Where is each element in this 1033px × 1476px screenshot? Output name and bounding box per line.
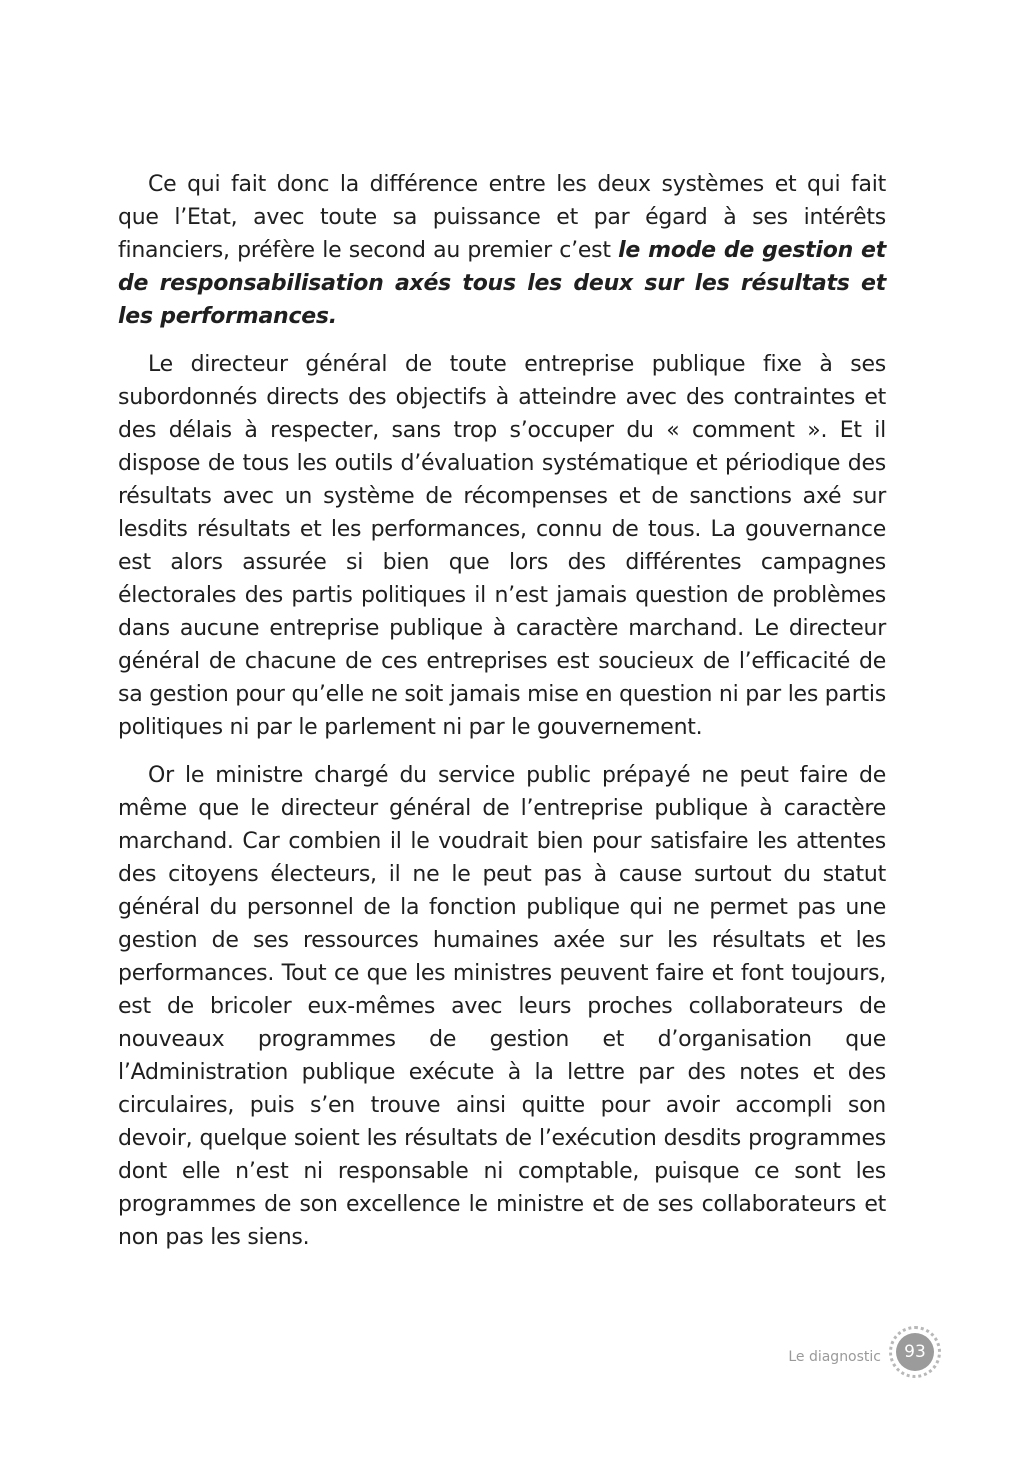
paragraph-1-text: Ce qui fait donc la différence entre les deux systèmes et qui fait que l’Etat, avec toute sa puissance et par égard à ses intérêts financiers, préfère le second au premier c’est	[118, 172, 886, 263]
paragraph-2: Le directeur général de toute entreprise publique fixe à ses subordonnés directs des objectifs à atteindre avec des contraintes et des délais à respecter, sans trop s’occuper du « comment ». Et il dispose de tous les outils d’évaluation systématique et périodique des résultats avec un système de récompenses et de sanctions axé sur lesdits résultats et les performances, connu de tous. La gouvernance est alors assurée si bien que lors des différentes campagnes électorales des partis politiques il n’est jamais question de problèmes dans aucune entreprise publique à caractère marchand. Le directeur général de chacune de ces entreprises est soucieux de l’efficacité de sa gestion pour qu’elle ne soit jamais mise en question ni par les partis politiques ni par le parlement ni par le gouvernement.	[118, 352, 886, 740]
paragraph-1-emphasis: le mode de gestion et de responsabilisation axés tous les deux sur les résultats et les performances.	[118, 238, 886, 329]
page-number-badge	[889, 1326, 941, 1378]
page-number: 93	[896, 1333, 934, 1371]
paragraph-1	[118, 168, 886, 333]
paragraph-3: Or le ministre chargé du service public prépayé ne peut faire de même que le directeur général de l’entreprise publique à caractère marchand. Car combien il le voudrait bien pour satisfaire les attentes des citoyens électeurs, il ne le peut pas à cause surtout du statut général du personnel de la fonction publique qui ne permet pas une gestion de ses ressources humaines axée sur les résultats et les performances. Tout ce que les ministres peuvent faire et font toujours, est de bricoler eux-mêmes avec leurs proches collaborateurs de nouveaux programmes de gestion et d’organisation que l’Administration publique exécute à la lettre par des notes et des circulaires, puis s’en trouve ainsi quitte pour avoir accompli son devoir, quelque soient les résultats de l’exécution desdits programmes dont elle n’est ni responsable ni comptable, puisque ce sont les programmes de son excellence le ministre et de ses collaborateurs et non pas les siens.	[118, 763, 886, 1250]
page-footer	[788, 1326, 941, 1378]
section-label: Le diagnostic	[788, 1349, 881, 1365]
page-body	[118, 168, 886, 1269]
